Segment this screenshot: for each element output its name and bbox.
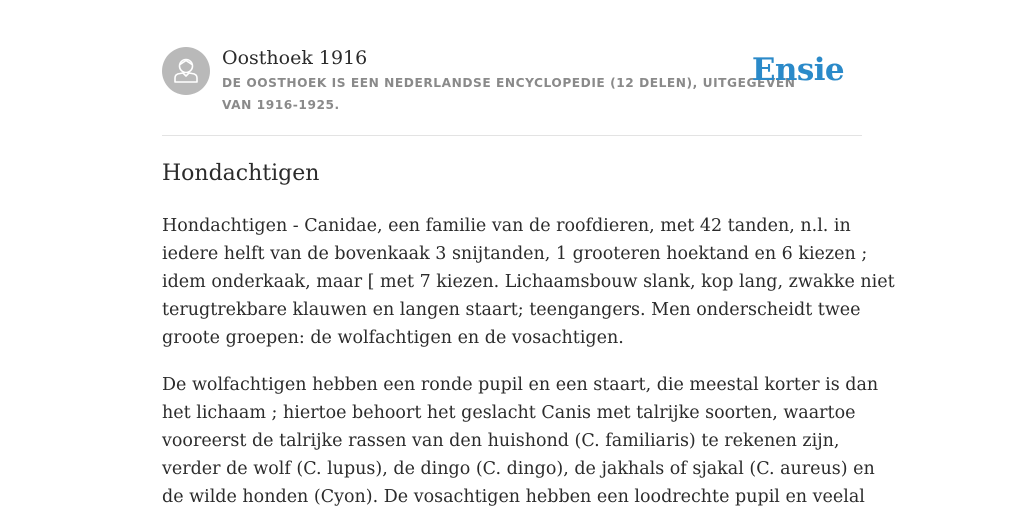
paragraph-line: De wolfachtigen hebben een ronde pupil en een staart, die meestal korter is dan bbox=[162, 375, 879, 395]
source-title[interactable]: Oosthoek 1916 bbox=[222, 47, 368, 69]
paragraph bbox=[162, 212, 895, 352]
paragraph-line: idem onderkaak, maar [ met 7 kiezen. Lichaamsbouw slank, kop lang, zwakke niet bbox=[162, 272, 895, 292]
header-divider bbox=[162, 135, 862, 136]
paragraph-line: iedere helft van de bovenkaak 3 snijtanden, 1 grooteren hoektand en 6 kiezen ; bbox=[162, 244, 868, 264]
user-icon bbox=[162, 47, 210, 95]
source-description-line: DE OOSTHOEK IS EEN NEDERLANDSE ENCYCLOPEDIE (12 DELEN), UITGEGEVEN bbox=[222, 76, 796, 90]
paragraph bbox=[162, 371, 879, 511]
source-header bbox=[162, 46, 862, 136]
paragraph-line: Hondachtigen - Canidae, een familie van de roofdieren, met 42 tanden, n.l. in bbox=[162, 216, 851, 236]
article-body bbox=[162, 212, 895, 512]
avatar[interactable] bbox=[162, 47, 210, 95]
article-title: Hondachtigen bbox=[162, 161, 320, 186]
source-description bbox=[222, 72, 796, 116]
ensie-logo-link[interactable]: Ensie bbox=[751, 52, 844, 88]
paragraph-line: vooreerst de talrijke rassen van den huishond (C. familiaris) te rekenen zijn, bbox=[162, 431, 840, 451]
paragraph-line: de wilde honden (Cyon). De vosachtigen hebben een loodrechte pupil en veelal bbox=[162, 487, 865, 507]
paragraph-line: terugtrekbare klauwen en langen staart; teengangers. Men onderscheidt twee bbox=[162, 300, 861, 320]
source-description-line: VAN 1916-1925. bbox=[222, 98, 340, 112]
paragraph-line: groote groepen: de wolfachtigen en de vosachtigen. bbox=[162, 328, 624, 348]
paragraph-line: het lichaam ; hiertoe behoort het geslacht Canis met talrijke soorten, waartoe bbox=[162, 403, 856, 423]
paragraph-line: verder de wolf (C. lupus), de dingo (C. dingo), de jakhals of sjakal (C. aureus) en bbox=[162, 459, 875, 479]
